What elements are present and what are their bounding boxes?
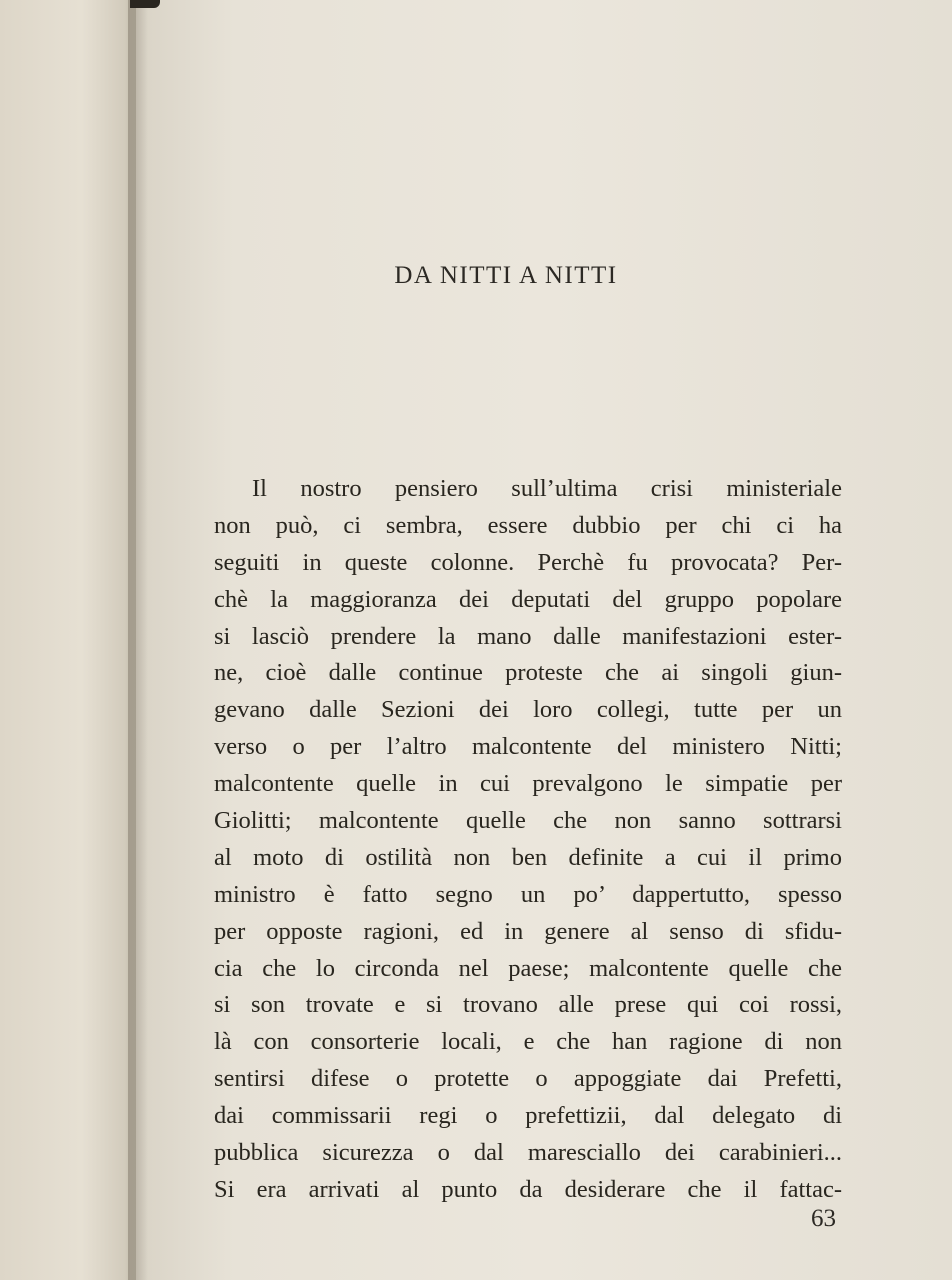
text-line: pubblica sicurezza o dal maresciallo dei carabinieri... [214, 1139, 842, 1167]
text-line: sentirsi difese o protette o appoggiate dai Prefetti, [214, 1065, 842, 1093]
text-line: Si era arrivati al punto da desiderare che il fattac- [214, 1175, 842, 1203]
text-line: non può, ci sembra, essere dubbio per chi ci ha [214, 511, 842, 539]
chapter-title: DA NITTI A NITTI [394, 262, 618, 289]
text-line: al moto di ostilità non ben definite a cui il primo [214, 843, 842, 871]
text-line: per opposte ragioni, ed in genere al senso di sfidu- [214, 917, 842, 945]
cover-corner [130, 0, 160, 8]
text-line: verso o per l’altro malcontente del ministero Nitti; [214, 733, 842, 761]
text-line: seguiti in queste colonne. Perchè fu provocata? Per- [214, 548, 842, 576]
text-line: gevano dalle Sezioni dei loro collegi, tutte per un [214, 696, 842, 724]
text-line: si lasciò prendere la mano dalle manifestazioni ester- [214, 622, 842, 650]
text-line: Il nostro pensiero sull’ultima crisi ministeriale [252, 475, 842, 502]
text-line: Giolitti; malcontente quelle che non sanno sottrarsi [214, 807, 842, 835]
text-line: si son trovate e si trovano alle prese qui coi rossi, [214, 991, 842, 1019]
page-number: 63 [811, 1205, 836, 1232]
text-line: malcontente quelle in cui prevalgono le simpatie per [214, 770, 842, 798]
text-line: dai commissarii regi o prefettizii, dal delegato di [214, 1102, 842, 1130]
text-line: ministro è fatto segno un po’ dappertutto, spesso [214, 880, 842, 908]
text-line: chè la maggioranza dei deputati del gruppo popolare [214, 585, 842, 613]
spine-shadow [128, 0, 148, 1280]
left-page-edge [0, 0, 136, 1280]
text-line: ne, cioè dalle continue proteste che ai singoli giun- [214, 659, 842, 687]
text-line: cia che lo circonda nel paese; malcontente quelle che [214, 954, 842, 982]
body-paragraph [214, 471, 842, 1209]
text-line: là con consorterie locali, e che han ragione di non [214, 1028, 842, 1056]
